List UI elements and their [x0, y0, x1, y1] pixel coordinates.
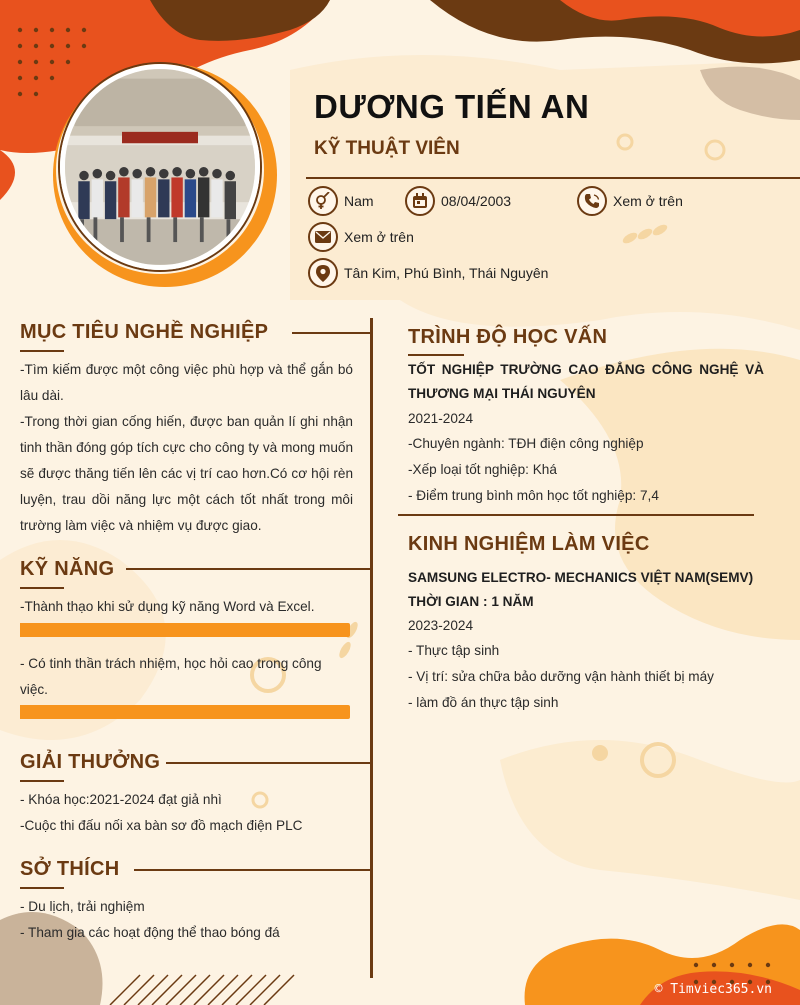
- calendar-icon: [405, 186, 435, 216]
- contact-address: [308, 258, 548, 288]
- experience-company: SAMSUNG ELECTRO- MECHANICS VIỆT NAM(SEMV): [408, 570, 754, 585]
- skill-bar-2: [20, 705, 350, 719]
- hobbies-title: SỞ THÍCH: [20, 858, 120, 880]
- hobbies-title-line: [134, 869, 372, 871]
- awards-title-line: [166, 762, 372, 764]
- award-item-2: -Cuộc thi đấu nối xa bàn sơ đồ mạch điện PLC: [20, 818, 303, 833]
- email-value: Xem ở trên: [344, 229, 414, 245]
- phone-value: Xem ở trên: [613, 193, 683, 209]
- skill-item-2: - Có tinh thần trách nhiệm, học hỏi cao trong công việc.: [20, 656, 322, 697]
- email-icon: [308, 222, 338, 252]
- skill-item-1: -Thành thạo khi sử dụng kỹ năng Word và Excel.: [20, 599, 315, 614]
- experience-item-3: - làm đồ án thực tập sinh: [408, 695, 559, 710]
- education-gpa: - Điểm trung bình môn học tốt nghiệp: 7,4: [408, 488, 659, 503]
- address-value: Tân Kim, Phú Bình, Thái Nguyên: [344, 265, 549, 281]
- education-years: 2021-2024: [408, 411, 474, 426]
- education-major: -Chuyên ngành: TĐH điện công nghiệp: [408, 436, 644, 451]
- education-title: TRÌNH ĐỘ HỌC VẤN: [408, 326, 608, 348]
- objective-paragraph-1: -Tìm kiếm được một công việc phù hợp và thể gắn bó lâu dài.: [20, 362, 353, 403]
- experience-title: KINH NGHIỆM LÀM VIỆC: [408, 533, 650, 555]
- education-school: TỐT NGHIỆP TRƯỜNG CAO ĐẲNG CÔNG NGHỆ VÀ THƯƠNG MẠI THÁI NGUYÊN: [408, 362, 764, 401]
- contact-phone: [577, 186, 683, 216]
- objective-paragraph-2: -Trong thời gian cống hiến, được ban quản lí ghi nhận tinh thần đóng góp tích cực cho công ty và mong muốn sẽ được thăng tiến lên các vị trí cao hơn.Có cơ hội rèn luyện, trau dồi năng lực một cách tốt nhất trong môi trường làm việc và nhiệm vụ được giao.: [20, 414, 353, 533]
- location-icon: [308, 258, 338, 288]
- contact-gender: [308, 186, 374, 216]
- gender-value: Nam: [344, 193, 374, 209]
- skills-underline: [20, 587, 64, 589]
- experience-duration: THỜI GIAN : 1 NĂM: [408, 594, 534, 609]
- objective-title-line: [292, 332, 372, 334]
- birthday-value: 08/04/2003: [441, 193, 512, 209]
- experience-item-1: - Thực tập sinh: [408, 643, 500, 658]
- phone-icon: [577, 186, 607, 216]
- hobbies-underline: [20, 887, 64, 889]
- objective-underline: [20, 350, 64, 352]
- skills-title: KỸ NĂNG: [20, 558, 115, 580]
- column-divider: [370, 318, 373, 978]
- awards-underline: [20, 780, 64, 782]
- hobby-item-2: - Tham gia các hoạt động thể thao bóng đá: [20, 925, 280, 940]
- watermark: © Timviec365.vn: [654, 982, 772, 997]
- award-item-1: - Khóa học:2021-2024 đạt giả nhì: [20, 792, 222, 807]
- gender-icon: [308, 186, 338, 216]
- header-divider: [306, 177, 800, 179]
- skill-bar-1: [20, 623, 350, 637]
- experience-years: 2023-2024: [408, 618, 474, 633]
- profile-photo: [60, 64, 260, 270]
- awards-title: GIẢI THƯỞNG: [20, 751, 161, 773]
- skills-title-line: [126, 568, 372, 570]
- job-title: KỸ THUẬT VIÊN: [314, 138, 460, 159]
- education-divider: [398, 514, 754, 516]
- candidate-name: DƯƠNG TIẾN AN: [314, 88, 590, 125]
- hobby-item-1: - Du lịch, trải nghiệm: [20, 899, 145, 914]
- education-underline: [408, 354, 464, 356]
- contact-birthday: [405, 186, 511, 216]
- experience-item-2: - Vị trí: sửa chữa bảo dưỡng vận hành thiết bị máy: [408, 669, 714, 684]
- education-rank: -Xếp loại tốt nghiệp: Khá: [408, 462, 557, 477]
- contact-email: [308, 222, 414, 252]
- objective-title: MỤC TIÊU NGHỀ NGHIỆP: [20, 321, 269, 343]
